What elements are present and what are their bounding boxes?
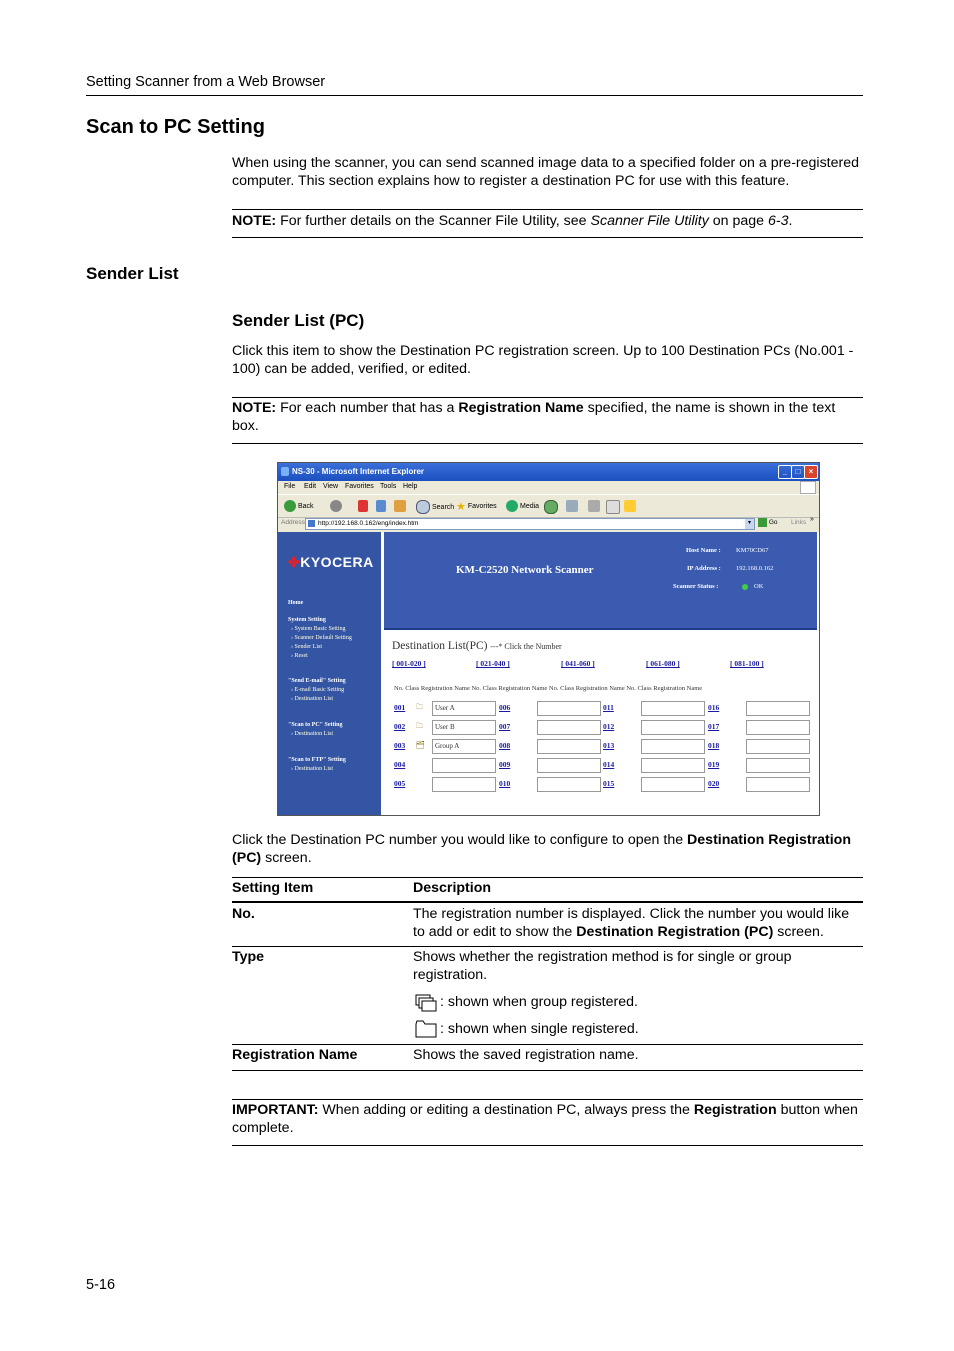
- sidebar-link[interactable]: › Scanner Default Setting: [291, 635, 352, 641]
- product-name: KM-C2520 Network Scanner: [456, 564, 594, 576]
- destination-number-link[interactable]: 011: [603, 703, 614, 712]
- stop-icon: [358, 500, 368, 512]
- range-link[interactable]: [ 001-020 ]: [392, 659, 426, 668]
- note1-end: .: [788, 213, 793, 229]
- favorites-button[interactable]: ★ Favorites: [456, 501, 497, 513]
- registration-name-box: [537, 720, 601, 735]
- messenger-icon: [624, 500, 636, 512]
- class-folder-icon: 🗀: [416, 703, 423, 711]
- registration-name-box: [432, 720, 496, 735]
- note1-page: 6-3: [767, 213, 789, 229]
- section-title: Scan to PC Setting: [86, 116, 265, 138]
- registration-name-box: [537, 739, 601, 754]
- sidebar-link[interactable]: › Reset: [291, 653, 308, 659]
- important-top-rule: [232, 1099, 863, 1100]
- sidebar-link[interactable]: › System Basic Setting: [291, 626, 346, 632]
- back-button[interactable]: Back: [284, 500, 314, 512]
- sidebar-link[interactable]: › Destination List: [291, 731, 333, 737]
- registration-name: User B: [435, 723, 455, 731]
- address-input[interactable]: [305, 518, 755, 530]
- messenger-button[interactable]: [624, 500, 636, 512]
- note2: [232, 399, 864, 435]
- history-button[interactable]: [544, 500, 558, 514]
- important-note: IMPORTANT: When adding or editing a destination PC, always press the Registration button when complete.: [232, 1102, 858, 1136]
- note1-mid: on page: [708, 213, 768, 229]
- maximize-icon[interactable]: □: [791, 465, 805, 479]
- note1-bottom-rule: [232, 237, 863, 238]
- mail-icon: [566, 500, 578, 512]
- note2-top-rule: [232, 397, 863, 398]
- destination-number-link[interactable]: 003: [394, 741, 406, 750]
- intro-paragraph: When using the scanner, you can send scanned image data to a specified folder on a pre-registered computer. This section explains how to register a destination PC for use with this feature.: [232, 155, 860, 189]
- app-sidebar: [278, 532, 381, 815]
- table-header-rule: [232, 901, 863, 903]
- registration-name-box: [432, 777, 496, 792]
- edit-button[interactable]: [606, 500, 620, 514]
- destination-number-link[interactable]: 014: [603, 760, 615, 769]
- destination-number-link[interactable]: 015: [603, 779, 615, 788]
- registration-name: User A: [435, 704, 455, 712]
- note1-text: For further details on the Scanner File Utility, see: [276, 213, 591, 229]
- chevron-right-icon[interactable]: »: [810, 516, 814, 523]
- go-button[interactable]: Go: [758, 518, 777, 527]
- close-icon[interactable]: ×: [804, 465, 818, 479]
- row-no-item: No.: [232, 906, 255, 922]
- star-icon: ★: [456, 501, 466, 513]
- kyocera-mark-icon: ✤: [288, 554, 301, 570]
- registration-name-box: [641, 777, 705, 792]
- single-folder-icon: [415, 1020, 437, 1038]
- browser-toolbar: [278, 494, 819, 518]
- destination-number-link[interactable]: 008: [499, 741, 511, 750]
- browser-titlebar: [278, 463, 819, 481]
- links-button[interactable]: Links: [791, 519, 807, 526]
- note2-end: specified, the name is shown in the text box.: [232, 400, 836, 434]
- print-icon: [588, 500, 600, 512]
- row-type-desc: Shows whether the registration method is for single or group registration.: [413, 949, 792, 983]
- registration-name: Group A: [435, 742, 460, 750]
- history-icon: [544, 500, 558, 514]
- destination-number-link[interactable]: 019: [708, 760, 720, 769]
- class-folder-icon: 🗀: [416, 722, 423, 730]
- menu-view[interactable]: View: [323, 483, 339, 490]
- destination-number-link[interactable]: 013: [603, 741, 615, 750]
- header-rule: [86, 95, 863, 96]
- after-screenshot-bold: Destination Registration (PC): [232, 832, 852, 866]
- destination-number-link[interactable]: 010: [499, 779, 511, 788]
- refresh-icon: [376, 500, 386, 512]
- note2-label: NOTE:: [232, 400, 277, 416]
- go-arrow-icon: [758, 518, 767, 527]
- address-label: Address: [281, 519, 305, 526]
- running-header: Setting Scanner from a Web Browser: [86, 74, 326, 90]
- registration-name-box: [746, 777, 810, 792]
- single-icon-text: : shown when single registered.: [440, 1021, 639, 1037]
- registration-name-box: [432, 739, 496, 754]
- row-regname-item: Registration Name: [232, 1047, 358, 1063]
- registration-name-box: [537, 701, 601, 716]
- page-number: 5-16: [86, 1277, 116, 1293]
- sidebar-link[interactable]: Home: [288, 600, 304, 606]
- ie-icon: [281, 467, 289, 476]
- back-arrow-icon: [284, 500, 296, 512]
- window-title: NS-30 - Microsoft Internet Explorer: [292, 467, 425, 476]
- table-header-item: Setting Item: [232, 880, 314, 896]
- row-regname-desc: Shows the saved registration name.: [413, 1047, 639, 1063]
- destination-number-link[interactable]: 012: [603, 722, 615, 731]
- class-folder-icon: 🗂: [416, 741, 425, 749]
- registration-name-box: [641, 701, 705, 716]
- stop-button[interactable]: [358, 500, 368, 512]
- edit-icon: [606, 500, 620, 514]
- important-bottom-rule: [232, 1145, 863, 1146]
- menu-bar: [278, 481, 819, 493]
- destination-number-link[interactable]: 005: [394, 779, 406, 788]
- menu-tools[interactable]: Tools: [380, 483, 397, 490]
- destination-number-link[interactable]: 016: [708, 703, 720, 712]
- registration-name-box: [746, 739, 810, 754]
- row-type-item: Type: [232, 949, 265, 965]
- range-link[interactable]: [ 081-100 ]: [730, 659, 764, 668]
- note2-bottom-rule: [232, 443, 863, 444]
- note1-top-rule: [232, 209, 863, 210]
- forward-button[interactable]: [330, 500, 342, 512]
- sidebar-link[interactable]: System Setting: [288, 617, 326, 623]
- page-content: [278, 532, 819, 815]
- sidebar-link[interactable]: "Scan to FTP" Setting: [288, 757, 346, 763]
- registration-name-box: [641, 720, 705, 735]
- status-value: OK: [754, 583, 764, 590]
- note1: [232, 212, 864, 230]
- important-label: IMPORTANT:: [232, 1102, 319, 1118]
- forward-arrow-icon: [330, 500, 342, 512]
- address-dropdown-icon[interactable]: ▾: [745, 519, 754, 529]
- menu-edit[interactable]: Edit: [304, 483, 317, 490]
- address-value: http://192.168.0.162/eng/index.htm: [318, 520, 419, 527]
- search-button[interactable]: Search: [416, 500, 454, 514]
- range-link[interactable]: [ 061-080 ]: [646, 659, 680, 668]
- registration-name-box: [537, 758, 601, 773]
- app-banner: [384, 532, 817, 630]
- media-icon: [506, 500, 518, 512]
- address-bar: [278, 516, 819, 530]
- note1-ref: Scanner File Utility: [590, 213, 709, 229]
- table-header-description: Description: [413, 880, 492, 896]
- note1-label: NOTE:: [232, 213, 277, 229]
- table-top-rule: [232, 877, 863, 878]
- print-button[interactable]: [588, 500, 600, 512]
- registration-name-box: [641, 739, 705, 754]
- refresh-button[interactable]: [376, 500, 386, 512]
- row-no-desc: The registration number is displayed. Click the number you would like to add or edit to show the Destination Registration (PC) screen.: [413, 906, 850, 940]
- home-button[interactable]: [394, 500, 406, 512]
- destination-number-link[interactable]: 017: [708, 722, 720, 731]
- registration-name-box: [746, 758, 810, 773]
- table-bottom-rule: [232, 1070, 863, 1071]
- sidebar-link[interactable]: "Scan to PC" Setting: [288, 722, 343, 728]
- range-link[interactable]: [ 021-040 ]: [476, 659, 510, 668]
- destination-number-link[interactable]: 004: [394, 760, 406, 769]
- kyocera-logo: ✤KYOCERA: [288, 554, 374, 570]
- status-label: Scanner Status :: [673, 583, 719, 590]
- sidebar-link[interactable]: › Sender List: [291, 644, 322, 650]
- list-hint: ---* Click the Number: [490, 642, 562, 651]
- group-icon-text: : shown when group registered.: [440, 994, 638, 1010]
- destination-number-link[interactable]: 006: [499, 703, 511, 712]
- destination-number-link[interactable]: 007: [499, 722, 511, 731]
- registration-name-box: [537, 777, 601, 792]
- important-bold: Registration: [693, 1102, 777, 1118]
- note2-text: For each number that has a: [276, 400, 459, 416]
- destination-number-link[interactable]: 018: [708, 741, 720, 750]
- destination-list-title: Destination List(PC) ---* Click the Number: [392, 640, 562, 652]
- group-folder-icon: [415, 994, 437, 1012]
- destination-number-link[interactable]: 020: [708, 779, 720, 788]
- windows-flag-icon: [800, 481, 816, 494]
- destination-number-link[interactable]: 002: [394, 722, 406, 731]
- after-screenshot-text: Click the Destination PC number you would like to configure to open the Destination Registration (PC) screen.: [232, 832, 852, 866]
- registration-name-box: [641, 758, 705, 773]
- sender-list-heading: Sender List: [86, 264, 179, 283]
- registration-name-box: [746, 701, 810, 716]
- minimize-icon[interactable]: _: [778, 465, 792, 479]
- browser-screenshot: [277, 462, 820, 816]
- ip-label: IP Address :: [687, 565, 721, 572]
- registration-name-box: [746, 720, 810, 735]
- page-icon: [308, 520, 315, 527]
- ip-value: 192.168.0.162: [736, 565, 774, 572]
- sidebar-link[interactable]: › Destination List: [291, 696, 333, 702]
- registration-name-box: [432, 701, 496, 716]
- search-icon: [416, 500, 430, 514]
- destination-number-link[interactable]: 001: [394, 703, 406, 712]
- home-icon: [394, 500, 406, 512]
- mail-button[interactable]: [566, 500, 578, 512]
- sidebar-link[interactable]: › Destination List: [291, 766, 333, 772]
- host-name-label: Host Name :: [686, 547, 721, 554]
- note2-bold: Registration Name: [458, 400, 584, 416]
- row-no-rule: [232, 946, 863, 947]
- sidebar-link[interactable]: › E-mail Basic Setting: [291, 687, 345, 693]
- status-led-icon: [742, 584, 748, 590]
- menu-help[interactable]: Help: [403, 483, 418, 490]
- sender-list-pc-heading: Sender List (PC): [232, 311, 365, 330]
- registration-name-box: [432, 758, 496, 773]
- menu-favorites[interactable]: Favorites: [345, 483, 374, 490]
- menu-file[interactable]: File: [284, 483, 296, 490]
- host-name-value: KM70CD67: [736, 547, 769, 554]
- sender-list-body: Click this item to show the Destination PC registration screen. Up to 100 Destination PCs (No.001 - 100) can be added, verified, or edited.: [232, 343, 854, 377]
- column-header: No. Class Registration Name No. Class Registration Name No. Class Registration Name No. Class Registration Name: [394, 685, 703, 692]
- sidebar-link[interactable]: "Send E-mail" Setting: [288, 678, 346, 684]
- row-type-rule: [232, 1044, 863, 1045]
- range-link[interactable]: [ 041-060 ]: [561, 659, 595, 668]
- destination-number-link[interactable]: 009: [499, 760, 511, 769]
- media-button[interactable]: Media: [506, 500, 539, 512]
